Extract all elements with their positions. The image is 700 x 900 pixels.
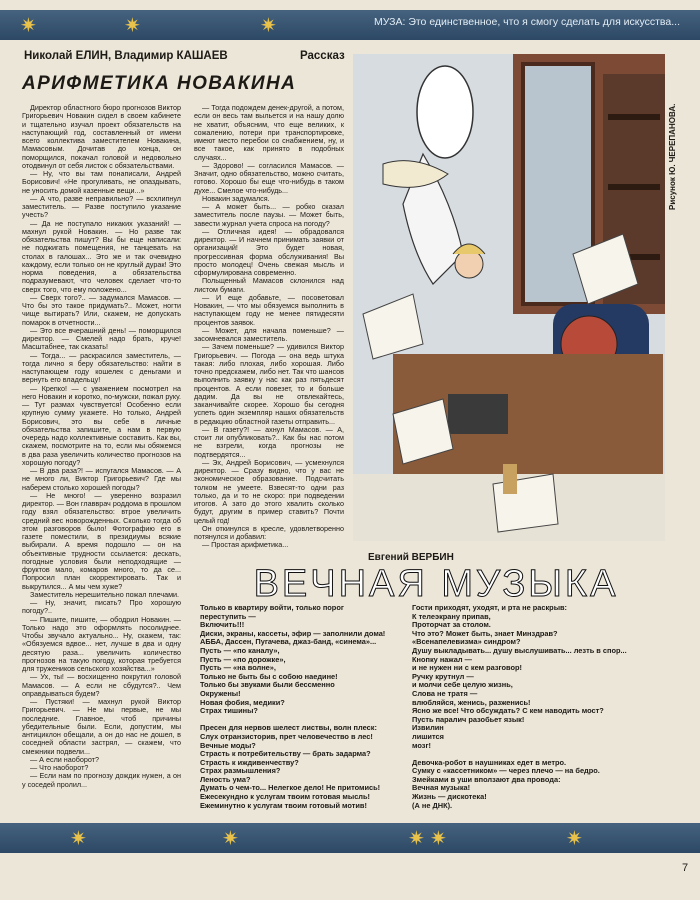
running-header-quote: МУЗА: Это единственное, что я смогу сделать для искусства... <box>373 16 680 28</box>
story-illustration <box>353 54 665 541</box>
page-number: 7 <box>682 862 689 874</box>
story-authors: Николай ЕЛИН, Владимир КАШАЕВ <box>24 50 228 62</box>
story-paragraph: — Может, для начала поменьше? — засомневался заместитель. <box>194 325 344 343</box>
story-paragraph: Новакин задумался. <box>202 193 270 203</box>
story-paragraph: — Что наоборот? <box>30 763 89 772</box>
illustration-credit: Рисунок Ю. ЧЕРЕПАНОВА. <box>668 103 677 210</box>
story-paragraph: Он откинулся в кресле, удовлетворенно потянулся и добавил: <box>194 523 344 541</box>
story-paragraph: — Пустяки! — махнул рукой Виктор Григорьевич. — Не мы первые, не мы последние. Главное, чтоб причины убедительные были. Если, допустим, мы антициклон обещали, а он до нас не дошел, в соседней области застрял, — скажем, что смежники подвели... <box>22 697 181 756</box>
story-paragraph: — Ну, что вы там понаписали, Андрей Борисович! «Не прогуливать, не опаздывать, не уносить домой казенные вещи...» <box>22 169 181 195</box>
story-paragraph: — Пишите, пишите, — ободрил Новакин. — Только надо это оформлять посолиднее. Чтобы звучало актуально... Ну, скажем, так: «Обязуемся вдвое... нет, лучше в два и одну десятую раза... увеличить количество прогнозов на такую погоду, которая требуется для тружеников сельского хозяйства...» <box>22 614 181 673</box>
story-column-2 <box>194 103 344 550</box>
story-paragraph: — Не много! — уверенно возразил директор. — Вон главврач роддома в прошлом году взял обязательство: втрое увеличить средний вес новорожденных. Сколько тогда об этом разговоров было! Фотографию его в газете поместили, в президиумы всякие выбирали. А время подошло — он на объективные трудности ссылается: дескать, погодные условия были неподходящие — фруктов мало, комаров много, то да се... Попросил план скорректировать. Так и выкрутился... А мы чем хуже? <box>22 490 181 591</box>
story-paragraph: — Ну, значит, писать? Про хорошую погоду?.. <box>22 598 181 616</box>
star-icon: ✷ <box>430 826 447 850</box>
star-icon: ✷ <box>20 13 37 37</box>
story-paragraph: Директор областного бюро прогнозов Виктор Григорьевич Новакин сидел в своем кабинете и тщательно изучал проект обязательств на наступающий год, составленный от имени всего коллектива заместителем Новакина, Мамасовым. Дочитав до конца, он поморщился, покачал головой и недовольно отодвинул от себя листок с обязательствами. <box>22 103 181 170</box>
story-paragraph: Заместитель нерешительно пожал плечами. <box>30 589 180 599</box>
top-decorative-band <box>0 10 700 40</box>
story-genre: Рассказ <box>300 50 345 62</box>
story-paragraph: — Эх, Андрей Борисович, — усмехнулся директор. — Сразу видно, что у вас не экономическое образование. Подсчитать толком не умеете. Взвесят-то одни раз только, да и то не скоро: при подведении итогов. А зато до этого хвалить сколько будут, другим в пример ставить? Почти целый год! <box>194 457 344 525</box>
story-paragraph: Польщенный Мамасов склонился над листом бумаги. <box>194 276 344 294</box>
story-paragraph: — Простая арифметика... <box>202 540 289 550</box>
story-paragraph: — В газету?! — ахнул Мамасов. — А, стоит ли опубликовать?.. Как бы нас потом не взгрели, когда прогнозы не подтвердятся... <box>194 424 344 459</box>
story-paragraph: — Крепко! — с уважением посмотрел на него Новакин и коротко, по-мужски, пожал руку. — Тут размах чувствуется! Особенно если крупную сумму укажете. Но только, Андрей Борисович, это вы себе в личные обязательства запишите, а нам в первую очередь надо коллективные составить. Как вы, скажем, посмотрите на то, если мы обяжемся в два раза увеличить количество прогнозов на хорошую погоду? <box>22 383 181 467</box>
story-paragraph: — В два раза?! — испугался Мамасов. — А не много ли, Виктор Григорьевич? Где мы наберем столько хорошей погоды? <box>22 466 181 492</box>
story-paragraph: — Отличная идея! — обрадовался директор. — И начнем принимать заявки от организаций! Это будет новая, прогрессивная форма обслуживания! Вы просто молодец! Очень свежая мысль и сформулирована современно. <box>194 226 344 277</box>
star-icon: ✷ <box>124 13 141 37</box>
story-paragraph: — Если нам по прогнозу дождик нужен, а он у соседей пролил... <box>22 771 181 789</box>
story-paragraph: — Ух, ты! — восхищенно покрутил головой Мамасов. — А если не сбудутся?.. Чем оправдываться будем? <box>22 672 181 698</box>
illustration-drawing <box>353 54 665 541</box>
story-paragraph: — Здорово! — согласился Мамасов. — Значит, одно обязательство, можно считать, готово. Хорошо бы еще что-нибудь в таком духе... Смелое что-нибудь... <box>194 160 344 195</box>
star-icon: ✷ <box>222 826 239 850</box>
star-icon: ✷ <box>408 826 425 850</box>
story-paragraph: — А может быть... — робко сказал заместитель после паузы. — Может быть, завести журнал учета спроса на погоду? <box>194 202 344 228</box>
story-paragraph: — Тогда подождем денек-другой, а потом, если он весь там выльется и на нашу долю не хватит, объясним, что еще великих, к сожалению, потери при транспортировке, имеют место перебои со снабжением, ну, и все такое, как принято в подобных случаях... <box>194 103 344 162</box>
star-icon: ✷ <box>70 826 87 850</box>
story-paragraph: — Это все вчерашний день! — поморщился директор. — Смелей надо брать, круче! Масштабнее, так сказать! <box>22 325 181 352</box>
poem-stanza-left: Только в квартиру войти, только порог переступить — Включить!!! Диски, экраны, кассеты, эфир — заполнили дома! АББА, Дассен, Пугачева, джаз-банд, «синема»... Пусть — «по каналу», Пусть — «по дорожке», Пусть — «на волне», Только не быть бы с собою наедине! Только бы звуками были бессменно Окружены! Новая фобия, медики? Страх тишины? Пресен для нервов шелест листвы, волн плеск: Слух отранзисторив, прет человечество в лес! Вечные моды? Страсть к потребительству — брать задарма? Страсть к иждивенчеству? Страх размышления? Леность ума? Думать о чем-то... Нелегкое дело! Не притомись! Ежесекундно к услугам твоим готовая мысль! Ежеминутно к услугам твоим готовый мотив! <box>200 603 386 810</box>
story-paragraph: — А что, разве неправильно? — всхлипнул заместитель. — Разве поступило указание учесть? <box>22 193 181 220</box>
story-paragraph: — Да не поступало никаких указаний! — махнул рукой Новакин. — Но разве так обязательства пишут? Вы бы еще написали: не поджигать помещения, не танцевать на столах в галошах... Это же и так очевидно каждому, если только он не круглый дурак! Это норма поведения, а обязательства подразумевают, что человек сделает что-то сверх того, что ему положено... <box>22 218 181 294</box>
story-title: АРИФМЕТИКА НОВАКИНА <box>22 73 297 94</box>
poem-author: Евгений ВЕРБИН <box>368 552 454 563</box>
story-paragraph: — Тогда... — раскрасился заместитель, — тогда лично я беру обязательство: найти в наступающем году кошелек с деньгами и вернуть его владельцу! <box>22 350 181 385</box>
story-paragraph: — И еще добавьте, — посоветовал Новакин, — что мы обязуемся выполнить в наступающем году не менее пятидесяти процентов заявок. <box>194 292 344 327</box>
story-paragraph: — А если наоборот? <box>30 754 99 764</box>
star-icon: ✷ <box>260 13 277 37</box>
story-paragraph: — Сверх того?.. — задумался Мамасов. — Что бы это такое придумать?.. Может, ногти чище вытирать? Или, скажем, не допускать помарок в отчетности... <box>22 292 181 327</box>
poem-title: ВЕЧНАЯ МУЗЫКА <box>253 563 619 605</box>
story-paragraph: — Зачем поменьше? — удивился Виктор Григорьевич. — Погода — она ведь штука такая: либо плохая, либо хорошая. Либо точно предскажем, либо нет. Так что шансов выполнить заявку у нас как раз пятьдесят процентов. А если повезет, то и больше дадим. Да вы не отвлекайтесь, заканчивайте скорее. Хорошо бы сегодня успеть один экземпляр наших обязательств в редакцию областной газеты отправить... <box>194 342 344 426</box>
poem-stanza-right: Гости приходят, уходят, и рта не раскрыв: К телеэкрану припав, Проторчат за столом. Что это? Может быть, знает Минздрав? «Всенапелевизма» синдром? Душу выкладывать... душу выслушивать... лезть в спор... Кнопку нажал — и не нужен ни с кем разговор! Ручку крутнул — и молчи себе целую жизнь, Слова не тратя — влюбляйся, женись, разженись! Ясно же все! Что обсуждать? С кем наводить мост? Пусть паралич разобьет язык! Извилин лишится мозг! Девочка-робот в наушниках едет в метро. Сумку с «кассетником» — через плечо — на бедро. Змейками в уши вползают два провода: Вечная музыка! Жизнь — дискотека! (А не ДНК). <box>412 603 627 810</box>
bottom-decorative-band <box>0 823 700 853</box>
story-column-1 <box>22 104 181 821</box>
star-icon: ✷ <box>566 826 583 850</box>
